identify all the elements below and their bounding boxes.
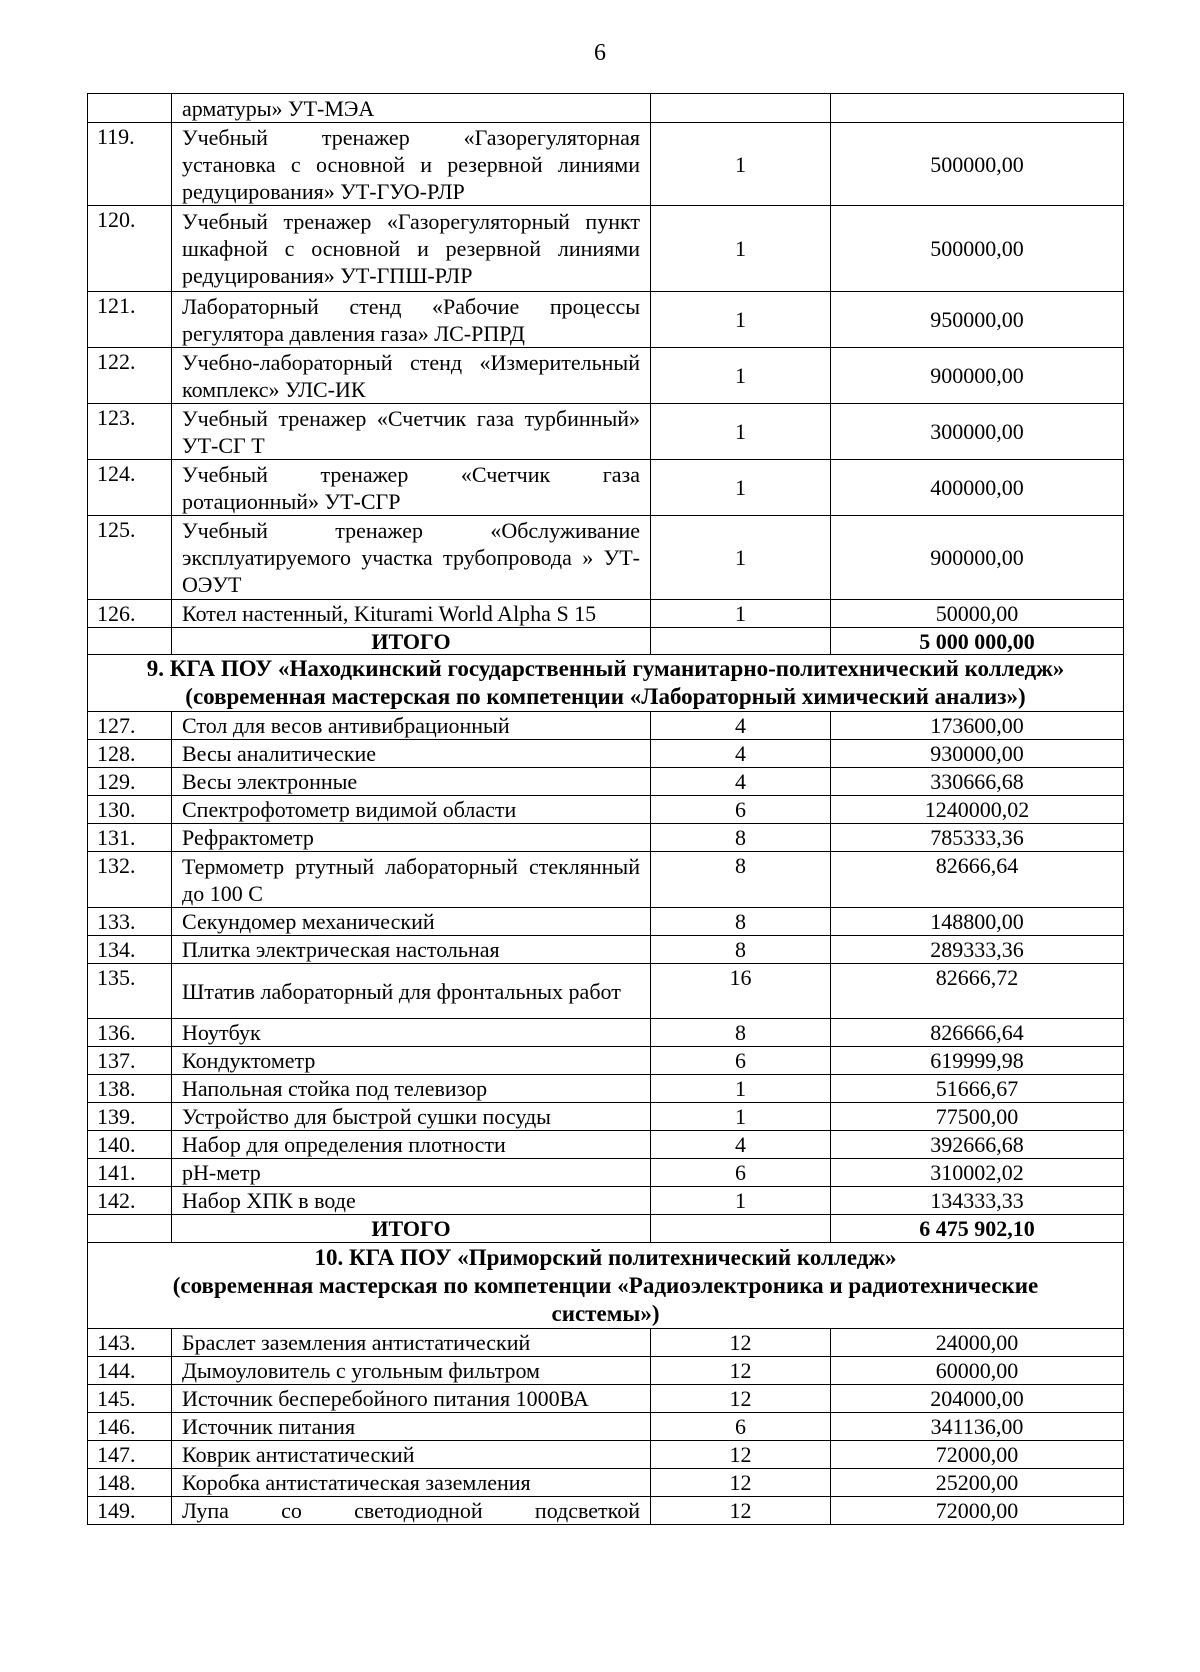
table-row xyxy=(88,1357,1124,1385)
item-price: 392666,68 xyxy=(831,1131,1124,1159)
item-price: 330666,68 xyxy=(831,768,1124,796)
table-row xyxy=(88,740,1124,768)
table-row xyxy=(88,852,1124,908)
item-quantity: 12 xyxy=(651,1329,831,1357)
item-quantity: 8 xyxy=(651,908,831,936)
item-price: 173600,00 xyxy=(831,712,1124,740)
total-value: 6 475 902,10 xyxy=(831,1215,1124,1243)
item-price: 785333,36 xyxy=(831,824,1124,852)
row-number: 121. xyxy=(88,292,172,348)
item-quantity: 8 xyxy=(651,824,831,852)
item-price: 500000,00 xyxy=(831,206,1124,292)
item-price: 72000,00 xyxy=(831,1497,1124,1525)
item-name: Коврик антистатический xyxy=(172,1441,651,1469)
item-quantity: 6 xyxy=(651,796,831,824)
item-name: Коробка антистатическая заземления xyxy=(172,1469,651,1497)
item-quantity: 1 xyxy=(651,1103,831,1131)
item-quantity: 1 xyxy=(651,460,831,516)
item-name: Устройство для быстрой сушки посуды xyxy=(172,1103,651,1131)
item-quantity: 16 xyxy=(651,964,831,1019)
item-quantity: 1 xyxy=(651,516,831,600)
table-row xyxy=(88,292,1124,348)
item-quantity: 1 xyxy=(651,600,831,628)
table-row xyxy=(88,1075,1124,1103)
table-row xyxy=(88,94,1124,123)
item-price: 77500,00 xyxy=(831,1103,1124,1131)
table-row xyxy=(88,1019,1124,1047)
item-quantity: 1 xyxy=(651,206,831,292)
row-number: 146. xyxy=(88,1413,172,1441)
item-price: 148800,00 xyxy=(831,908,1124,936)
item-price: 500000,00 xyxy=(831,123,1124,206)
item-name: Учебный тренажер «Газорегуляторный пункт шкафной с основной и резервной линиями редуцирования» УТ-ГПШ-РЛР xyxy=(172,206,651,292)
total-row xyxy=(88,1215,1124,1243)
item-price: 25200,00 xyxy=(831,1469,1124,1497)
row-number: 126. xyxy=(88,600,172,628)
item-name: Штатив лабораторный для фронтальных работ xyxy=(172,964,651,1019)
row-number: 142. xyxy=(88,1187,172,1215)
item-price: 341136,00 xyxy=(831,1413,1124,1441)
row-number: 132. xyxy=(88,852,172,908)
table-row xyxy=(88,460,1124,516)
item-price: 50000,00 xyxy=(831,600,1124,628)
item-price: 60000,00 xyxy=(831,1357,1124,1385)
item-quantity: 12 xyxy=(651,1469,831,1497)
page-number: 6 xyxy=(594,40,606,66)
table-row xyxy=(88,123,1124,206)
row-number xyxy=(88,94,172,123)
table-row xyxy=(88,1159,1124,1187)
item-quantity: 8 xyxy=(651,936,831,964)
section-heading-cell xyxy=(88,1243,1124,1329)
table-row xyxy=(88,1413,1124,1441)
table-row xyxy=(88,1385,1124,1413)
table-row xyxy=(88,1441,1124,1469)
row-number: 137. xyxy=(88,1047,172,1075)
item-name: Учебно-лабораторный стенд «Измерительный комплекс» УЛС-ИК xyxy=(172,348,651,404)
item-name: Учебный тренажер «Газорегуляторная установка с основной и резервной линиями редуцирования» УТ-ГУО-РЛР xyxy=(172,123,651,206)
item-name: Плитка электрическая настольная xyxy=(172,936,651,964)
item-name: Напольная стойка под телевизор xyxy=(172,1075,651,1103)
section-heading-title: 10. КГА ПОУ «Приморский политехнический колледж» xyxy=(314,1244,897,1270)
table-row xyxy=(88,1329,1124,1357)
item-quantity: 1 xyxy=(651,404,831,460)
item-price: 619999,98 xyxy=(831,1047,1124,1075)
item-price: 204000,00 xyxy=(831,1385,1124,1413)
item-name: Браслет заземления антистатический xyxy=(172,1329,651,1357)
table-row xyxy=(88,1103,1124,1131)
item-name: Спектрофотометр видимой области xyxy=(172,796,651,824)
item-price: 950000,00 xyxy=(831,292,1124,348)
item-quantity: 1 xyxy=(651,292,831,348)
item-quantity: 6 xyxy=(651,1413,831,1441)
row-number: 148. xyxy=(88,1469,172,1497)
row-number: 143. xyxy=(88,1329,172,1357)
item-price: 289333,36 xyxy=(831,936,1124,964)
item-quantity xyxy=(651,94,831,123)
table-row xyxy=(88,936,1124,964)
row-number: 147. xyxy=(88,1441,172,1469)
item-price: 134333,33 xyxy=(831,1187,1124,1215)
row-number: 130. xyxy=(88,796,172,824)
total-value: 5 000 000,00 xyxy=(831,628,1124,655)
table-row xyxy=(88,712,1124,740)
item-name: Дымоуловитель с угольным фильтром xyxy=(172,1357,651,1385)
table-row xyxy=(88,1047,1124,1075)
row-number: 140. xyxy=(88,1131,172,1159)
item-price: 1240000,02 xyxy=(831,796,1124,824)
item-price: 51666,67 xyxy=(831,1075,1124,1103)
item-name: Учебный тренажер «Счетчик газа турбинный» УТ-СГ Т xyxy=(172,404,651,460)
row-number: 124. xyxy=(88,460,172,516)
item-quantity: 1 xyxy=(651,1075,831,1103)
equipment-table xyxy=(87,93,1124,1525)
item-name: Термометр ртутный лабораторный стеклянный до 100 С xyxy=(172,852,651,908)
item-name: Источник бесперебойного питания 1000ВА xyxy=(172,1385,651,1413)
item-price: 900000,00 xyxy=(831,516,1124,600)
row-number: 145. xyxy=(88,1385,172,1413)
total-row xyxy=(88,628,1124,655)
table-row xyxy=(88,1469,1124,1497)
section-heading xyxy=(88,1243,1124,1329)
item-quantity: 1 xyxy=(651,348,831,404)
item-quantity: 6 xyxy=(651,1159,831,1187)
item-name: Набор для определения плотности xyxy=(172,1131,651,1159)
total-quantity xyxy=(651,628,831,655)
item-name: pH-метр xyxy=(172,1159,651,1187)
item-name: Кондуктометр xyxy=(172,1047,651,1075)
item-name: Набор ХПК в воде xyxy=(172,1187,651,1215)
total-row-number xyxy=(88,1215,172,1243)
total-label: ИТОГО xyxy=(172,1215,651,1243)
item-price: 400000,00 xyxy=(831,460,1124,516)
total-quantity xyxy=(651,1215,831,1243)
item-price xyxy=(831,94,1124,123)
item-name: Котел настенный, Kiturami World Alpha S 15 xyxy=(172,600,651,628)
item-quantity: 8 xyxy=(651,1019,831,1047)
row-number: 141. xyxy=(88,1159,172,1187)
table-row xyxy=(88,1187,1124,1215)
item-name: Секундомер механический xyxy=(172,908,651,936)
item-price: 82666,64 xyxy=(831,852,1124,908)
table-row xyxy=(88,404,1124,460)
item-quantity: 12 xyxy=(651,1385,831,1413)
row-number: 136. xyxy=(88,1019,172,1047)
table-row xyxy=(88,824,1124,852)
item-quantity: 4 xyxy=(651,712,831,740)
item-price: 930000,00 xyxy=(831,740,1124,768)
table-row xyxy=(88,206,1124,292)
item-name: Источник питания xyxy=(172,1413,651,1441)
item-quantity: 4 xyxy=(651,1131,831,1159)
table-row xyxy=(88,908,1124,936)
table-row xyxy=(88,1497,1124,1525)
table-row xyxy=(88,964,1124,1019)
section-heading-subtitle: (современная мастерская по компетенции «Радиоэлектроника и радиотехнические системы») xyxy=(172,1272,1039,1326)
section-heading-title: 9. КГА ПОУ «Находкинский государственный гуманитарно-политехнический колледж» xyxy=(146,656,1065,681)
row-number: 138. xyxy=(88,1075,172,1103)
section-heading xyxy=(88,655,1124,712)
section-heading-subtitle: (современная мастерская по компетенции «Лабораторный химический анализ») xyxy=(185,684,1026,709)
item-name: Лабораторный стенд «Рабочие процессы регулятора давления газа» ЛС-РПРД xyxy=(172,292,651,348)
item-quantity: 4 xyxy=(651,740,831,768)
row-number: 119. xyxy=(88,123,172,206)
item-quantity: 1 xyxy=(651,1187,831,1215)
item-name: Весы электронные xyxy=(172,768,651,796)
row-number: 133. xyxy=(88,908,172,936)
item-name: арматуры» УТ-МЭА xyxy=(172,94,651,123)
row-number: 122. xyxy=(88,348,172,404)
item-price: 310002,02 xyxy=(831,1159,1124,1187)
row-number: 120. xyxy=(88,206,172,292)
row-number: 129. xyxy=(88,768,172,796)
row-number: 139. xyxy=(88,1103,172,1131)
item-name: Стол для весов антивибрационный xyxy=(172,712,651,740)
item-name: Учебный тренажер «Обслуживание эксплуатируемого участка трубопровода » УТ-ОЭУТ xyxy=(172,516,651,600)
table-row xyxy=(88,600,1124,628)
row-number: 131. xyxy=(88,824,172,852)
item-quantity: 6 xyxy=(651,1047,831,1075)
row-number: 127. xyxy=(88,712,172,740)
item-name: Ноутбук xyxy=(172,1019,651,1047)
table-row xyxy=(88,796,1124,824)
item-price: 24000,00 xyxy=(831,1329,1124,1357)
item-quantity: 4 xyxy=(651,768,831,796)
item-quantity: 12 xyxy=(651,1357,831,1385)
item-quantity: 12 xyxy=(651,1441,831,1469)
table-row xyxy=(88,1131,1124,1159)
item-name: Весы аналитические xyxy=(172,740,651,768)
item-quantity: 12 xyxy=(651,1497,831,1525)
item-price: 72000,00 xyxy=(831,1441,1124,1469)
table-row xyxy=(88,516,1124,600)
table-row xyxy=(88,348,1124,404)
item-quantity: 1 xyxy=(651,123,831,206)
row-number: 135. xyxy=(88,964,172,1019)
row-number: 134. xyxy=(88,936,172,964)
row-number: 149. xyxy=(88,1497,172,1525)
item-price: 900000,00 xyxy=(831,348,1124,404)
row-number: 144. xyxy=(88,1357,172,1385)
section-heading-cell xyxy=(88,655,1124,712)
item-quantity: 8 xyxy=(651,852,831,908)
total-label: ИТОГО xyxy=(172,628,651,655)
item-price: 82666,72 xyxy=(831,964,1124,1019)
row-number: 125. xyxy=(88,516,172,600)
item-name: Рефрактометр xyxy=(172,824,651,852)
row-number: 123. xyxy=(88,404,172,460)
item-name: Лупа со светодиодной подсветкой xyxy=(172,1497,651,1525)
item-price: 826666,64 xyxy=(831,1019,1124,1047)
item-price: 300000,00 xyxy=(831,404,1124,460)
table-row xyxy=(88,768,1124,796)
row-number: 128. xyxy=(88,740,172,768)
total-row-number xyxy=(88,628,172,655)
item-name: Учебный тренажер «Счетчик газа ротационный» УТ-СГР xyxy=(172,460,651,516)
